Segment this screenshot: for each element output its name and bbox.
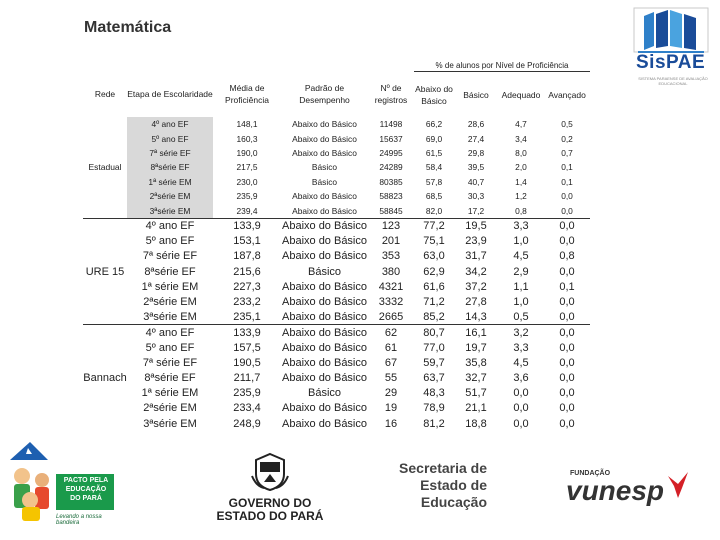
abaixo-cell: 82,0 <box>425 205 443 216</box>
abaixo-cell: 85,2 <box>423 310 445 323</box>
vunesp-label: FUNDAÇÃO <box>570 470 611 477</box>
table-row <box>83 309 590 325</box>
proficiency-table <box>83 60 590 431</box>
registros-cell: 55 <box>384 372 398 385</box>
etapa-cell: 5º ano EF <box>127 131 213 145</box>
media-cell: 217,5 <box>236 162 258 173</box>
basico-cell: 14,3 <box>465 310 487 323</box>
registros-cell: 123 <box>368 218 414 234</box>
abaixo-cell: 62,9 <box>423 265 445 278</box>
table-row <box>83 117 590 131</box>
media-cell: 248,9 <box>233 417 261 430</box>
padrao-cell: Abaixo do Básico <box>282 250 367 263</box>
registros-cell: 24289 <box>379 162 403 173</box>
padrao-cell: Abaixo do Básico <box>292 133 357 144</box>
basico-cell: 27,8 <box>465 295 487 308</box>
registros-cell: 353 <box>381 250 401 263</box>
etapa-cell: 2ªsérie EM <box>143 402 197 415</box>
adequado-cell: 4,5 <box>513 357 529 370</box>
abaixo-cell: 78,9 <box>423 402 445 415</box>
adequado-cell: 1,0 <box>513 235 529 248</box>
table-row <box>83 175 590 189</box>
media-cell: 233,4 <box>233 402 261 415</box>
avancado-cell: 0,0 <box>559 402 575 415</box>
padrao-cell: Básico <box>307 265 342 278</box>
media-cell: 235,1 <box>233 310 261 323</box>
padrao-cell: Abaixo do Básico <box>282 235 367 248</box>
header-rede: Rede <box>94 89 116 100</box>
table-row <box>83 146 590 160</box>
media-cell: 227,3 <box>233 280 261 293</box>
governo-line2: ESTADO DO PARÁ <box>216 509 324 523</box>
group-header: % de alunos por Nível de Proficiência <box>414 60 590 72</box>
avancado-cell: 0,0 <box>559 372 575 385</box>
padrao-cell: Abaixo do Básico <box>282 357 367 370</box>
media-cell: 133,9 <box>213 325 281 341</box>
adequado-cell: 0,5 <box>513 310 529 323</box>
avancado-cell: 0,8 <box>559 250 575 263</box>
padrao-cell: Abaixo do Básico <box>292 119 357 130</box>
abaixo-cell: 81,2 <box>423 417 445 430</box>
avancado-cell: 0,0 <box>559 235 575 248</box>
avancado-cell: 0,0 <box>559 310 575 323</box>
basico-cell: 16,1 <box>454 325 498 341</box>
abaixo-cell: 77,2 <box>414 218 454 234</box>
avancado-cell: 0,0 <box>561 191 573 202</box>
avancado-cell: 0,0 <box>559 295 575 308</box>
table-row <box>83 160 590 174</box>
etapa-cell: 5º ano EF <box>145 342 195 355</box>
abaixo-cell: 58,4 <box>425 162 443 173</box>
etapa-cell: 8ªsérie EF <box>144 372 196 385</box>
adequado-cell: 1,2 <box>515 191 527 202</box>
etapa-cell: 4º ano EF <box>127 117 213 131</box>
sispae-logo-text: SisPAE <box>636 52 706 73</box>
adequado-cell: 1,4 <box>515 176 527 187</box>
abaixo-cell: 68,5 <box>425 191 443 202</box>
abaixo-cell: 71,2 <box>423 295 445 308</box>
table-row <box>83 371 590 386</box>
adequado-cell: 0,0 <box>513 417 529 430</box>
table-row <box>83 218 590 234</box>
pacto-line1: PACTO PELA <box>63 477 109 484</box>
abaixo-cell: 77,0 <box>423 342 445 355</box>
etapa-cell: 4º ano EF <box>127 218 213 234</box>
adequado-cell: 2,9 <box>513 265 529 278</box>
etapa-cell: 4º ano EF <box>127 325 213 341</box>
basico-cell: 27,4 <box>467 133 485 144</box>
registros-cell: 3332 <box>378 295 404 308</box>
padrao-cell: Abaixo do Básico <box>292 205 357 216</box>
abaixo-cell: 63,7 <box>423 372 445 385</box>
rede-cell: URE 15 <box>83 218 127 325</box>
padrao-cell: Abaixo do Básico <box>281 218 368 234</box>
registros-cell: 2665 <box>378 310 404 323</box>
sispae-logo-subtitle: SISTEMA PARAENSE DE AVALIAÇÃO EDUCACIONAL <box>638 76 708 86</box>
registros-cell: 62 <box>368 325 414 341</box>
governo-line1: GOVERNO DO <box>228 496 312 510</box>
basico-cell: 37,2 <box>465 280 487 293</box>
padrao-cell: Básico <box>307 387 342 400</box>
etapa-cell: 7ª série EF <box>142 250 198 263</box>
registros-cell: 4321 <box>378 280 404 293</box>
avancado-cell: 0,2 <box>561 133 573 144</box>
table-row <box>83 340 590 355</box>
adequado-cell: 1,0 <box>513 295 529 308</box>
table-row <box>83 416 590 431</box>
etapa-cell: 7ª série EF <box>142 357 198 370</box>
vunesp-bird-icon <box>666 470 690 500</box>
basico-cell: 21,1 <box>465 402 487 415</box>
header-abaixo: Abaixo do Básico <box>415 83 453 106</box>
basico-cell: 35,8 <box>465 357 487 370</box>
media-cell: 215,6 <box>233 265 261 278</box>
etapa-cell: 8ªsérie EF <box>144 265 196 278</box>
basico-cell: 51,7 <box>465 387 487 400</box>
abaixo-cell: 63,0 <box>423 250 445 263</box>
basico-cell: 17,2 <box>467 205 485 216</box>
registros-cell: 58845 <box>379 205 403 216</box>
pacto-line3: DO PARÁ <box>70 495 102 502</box>
avancado-cell: 0,0 <box>559 265 575 278</box>
table-row <box>83 203 590 218</box>
media-cell: 148,1 <box>236 119 258 130</box>
adequado-cell: 8,0 <box>515 147 527 158</box>
rede-cell: Estadual <box>88 162 122 173</box>
adequado-cell: 4,5 <box>513 250 529 263</box>
media-cell: 233,2 <box>233 295 261 308</box>
etapa-cell: 2ªsérie EM <box>143 295 197 308</box>
adequado-cell: 3,3 <box>498 218 544 234</box>
governo-para-logo <box>210 452 330 532</box>
table-row <box>83 189 590 203</box>
pacto-educacao-logo <box>8 440 118 530</box>
table-row <box>83 131 590 145</box>
table-row <box>83 401 590 416</box>
registros-cell: 380 <box>381 265 401 278</box>
vunesp-name: vunesp <box>566 475 665 506</box>
basico-cell: 23,9 <box>465 235 487 248</box>
abaixo-cell: 48,3 <box>423 387 445 400</box>
table-row <box>83 234 590 249</box>
registros-cell: 58823 <box>379 191 403 202</box>
media-cell: 211,7 <box>233 372 261 385</box>
adequado-cell: 4,7 <box>515 119 527 130</box>
basico-cell: 31,7 <box>465 250 487 263</box>
media-cell: 160,3 <box>236 133 258 144</box>
header-padrao: Padrão de Desempenho <box>299 83 350 106</box>
registros-cell: 61 <box>384 342 398 355</box>
etapa-cell: 8ªsérie EF <box>127 160 213 174</box>
avancado-cell: 0,0 <box>561 205 573 216</box>
etapa-cell: 2ªsérie EM <box>127 189 213 203</box>
abaixo-cell: 66,2 <box>425 119 443 130</box>
basico-cell: 19,7 <box>465 342 487 355</box>
avancado-cell: 0,0 <box>559 342 575 355</box>
table-row <box>83 325 590 341</box>
media-cell: 187,8 <box>233 250 261 263</box>
media-cell: 190,5 <box>233 357 261 370</box>
adequado-cell: 0,0 <box>513 402 529 415</box>
adequado-cell: 0,0 <box>513 387 529 400</box>
pacto-line2: EDUCAÇÃO <box>65 486 107 493</box>
basico-cell: 34,2 <box>465 265 487 278</box>
adequado-cell: 1,1 <box>513 280 529 293</box>
padrao-cell: Abaixo do Básico <box>292 191 357 202</box>
registros-cell: 80385 <box>379 176 403 187</box>
adequado-cell: 0,8 <box>515 205 527 216</box>
adequado-cell: 3,2 <box>498 325 544 341</box>
avancado-cell: 0,1 <box>561 176 573 187</box>
avancado-cell: 0,5 <box>561 119 573 130</box>
padrao-cell: Abaixo do Básico <box>292 147 357 158</box>
basico-cell: 39,5 <box>467 162 485 173</box>
basico-cell: 19,5 <box>454 218 498 234</box>
padrao-cell: Básico <box>311 176 338 187</box>
pacto-slogan: Levando a nossa bandeira <box>56 514 102 526</box>
page-title: Matemática <box>84 19 172 36</box>
adequado-cell: 3,6 <box>513 372 529 385</box>
etapa-cell: 1ª série EM <box>141 387 199 400</box>
avancado-cell: 0,1 <box>561 162 573 173</box>
media-cell: 239,4 <box>236 205 258 216</box>
abaixo-cell: 57,8 <box>425 176 443 187</box>
etapa-cell: 1ª série EM <box>127 175 213 189</box>
avancado-cell: 0,7 <box>561 147 573 158</box>
seduc-logo <box>395 460 487 511</box>
header-avancado: Avançado <box>548 89 586 100</box>
abaixo-cell: 80,7 <box>414 325 454 341</box>
etapa-cell: 3ªsérie EM <box>143 310 197 323</box>
registros-cell: 29 <box>384 387 398 400</box>
avancado-cell: 0,0 <box>559 387 575 400</box>
table-row <box>83 264 590 279</box>
basico-cell: 32,7 <box>465 372 487 385</box>
etapa-cell: 1ª série EM <box>141 280 199 293</box>
registros-cell: 24995 <box>379 147 403 158</box>
padrao-cell: Abaixo do Básico <box>281 325 368 341</box>
seduc-line2: Estado de <box>420 477 487 493</box>
table-row <box>83 249 590 264</box>
media-cell: 133,9 <box>213 218 281 234</box>
basico-cell: 30,3 <box>467 191 485 202</box>
table-row <box>83 386 590 401</box>
abaixo-cell: 69,0 <box>425 133 443 144</box>
registros-cell: 15637 <box>379 133 403 144</box>
avancado-cell: 0,0 <box>559 357 575 370</box>
header-media: Média de Proficiência <box>225 83 269 106</box>
padrao-cell: Abaixo do Básico <box>282 280 367 293</box>
rede-cell: Bannach <box>83 325 127 431</box>
etapa-cell: 7ª série EF <box>127 146 213 160</box>
registros-cell: 201 <box>381 235 401 248</box>
padrao-cell: Abaixo do Básico <box>282 417 367 430</box>
media-cell: 230,0 <box>236 176 258 187</box>
padrao-cell: Básico <box>311 162 338 173</box>
padrao-cell: Abaixo do Básico <box>282 295 367 308</box>
abaixo-cell: 61,6 <box>423 280 445 293</box>
table-row <box>83 294 590 309</box>
seduc-line3: Educação <box>420 494 487 510</box>
table-body <box>83 117 590 431</box>
media-cell: 235,9 <box>233 387 261 400</box>
basico-cell: 28,6 <box>467 119 485 130</box>
media-cell: 235,9 <box>236 191 258 202</box>
media-cell: 190,0 <box>236 147 258 158</box>
padrao-cell: Abaixo do Básico <box>282 402 367 415</box>
abaixo-cell: 75,1 <box>423 235 445 248</box>
header-basico: Básico <box>463 89 489 100</box>
table-row <box>83 279 590 294</box>
avancado-cell: 0,0 <box>544 325 590 341</box>
adequado-cell: 2,0 <box>515 162 527 173</box>
vunesp-logo <box>566 470 686 505</box>
etapa-cell: 3ªsérie EM <box>143 417 197 430</box>
abaixo-cell: 61,5 <box>425 147 443 158</box>
media-cell: 153,1 <box>233 235 261 248</box>
padrao-cell: Abaixo do Básico <box>282 342 367 355</box>
adequado-cell: 3,3 <box>513 342 529 355</box>
registros-cell: 19 <box>384 402 398 415</box>
media-cell: 157,5 <box>233 342 261 355</box>
header-registros: Nº de registros <box>374 83 408 106</box>
etapa-cell: 3ªsérie EM <box>127 203 213 218</box>
registros-cell: 16 <box>384 417 398 430</box>
seduc-line1: Secretaria de <box>399 460 487 476</box>
basico-cell: 18,8 <box>465 417 487 430</box>
basico-cell: 29,8 <box>467 147 485 158</box>
table-row <box>83 356 590 371</box>
registros-cell: 67 <box>384 357 398 370</box>
avancado-cell: 0,0 <box>544 218 590 234</box>
avancado-cell: 0,1 <box>559 280 575 293</box>
abaixo-cell: 59,7 <box>423 357 445 370</box>
para-coat-of-arms-icon <box>250 452 290 492</box>
adequado-cell: 3,4 <box>515 133 527 144</box>
padrao-cell: Abaixo do Básico <box>282 372 367 385</box>
header-etapa: Etapa de Escolaridade <box>127 89 213 100</box>
etapa-cell: 5º ano EF <box>145 235 195 248</box>
padrao-cell: Abaixo do Básico <box>282 310 367 323</box>
header-adequado: Adequado <box>501 89 541 100</box>
basico-cell: 40,7 <box>467 176 485 187</box>
avancado-cell: 0,0 <box>559 417 575 430</box>
registros-cell: 11498 <box>379 119 403 130</box>
